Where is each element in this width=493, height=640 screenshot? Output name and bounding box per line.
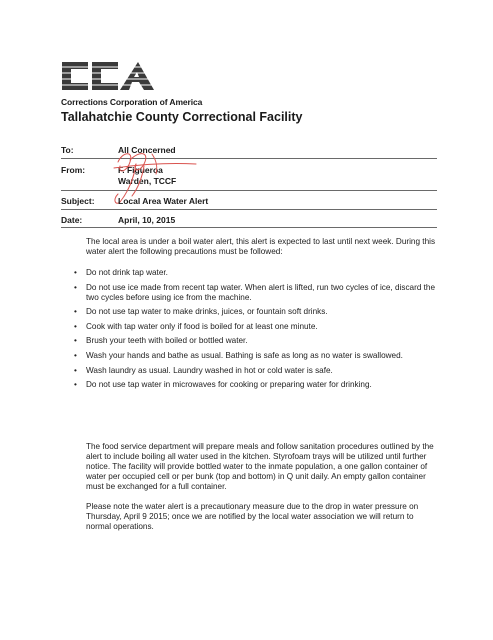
subject-label: Subject: bbox=[61, 196, 95, 206]
divider bbox=[61, 227, 437, 228]
list-item: • Do not use tap water to make drinks, juices, or fountain soft drinks. bbox=[74, 307, 328, 317]
from-label: From: bbox=[61, 165, 86, 175]
subject-value: Local Area Water Alert bbox=[118, 196, 209, 206]
note-text: Please note the water alert is a precautionary measure due to the drop in water pressure on Thursday, April 9 2015; once we are notified by the local water association we will return to normal operations. bbox=[86, 502, 419, 531]
date-label: Date: bbox=[61, 215, 83, 225]
bullet-icon: • bbox=[74, 321, 77, 331]
facility-name: Tallahatchie County Correctional Facility bbox=[61, 110, 303, 124]
list-item: • Do not use tap water in microwaves for cooking or preparing water for drinking. bbox=[74, 380, 372, 390]
bullet-icon: • bbox=[74, 282, 77, 292]
intro-text: The local area is under a boil water alert, this alert is expected to last until next week. During this water alert the following precautions must be followed: bbox=[86, 237, 436, 256]
cca-logo bbox=[60, 58, 156, 94]
from-title: Warden, TCCF bbox=[118, 176, 177, 186]
list-item: • Wash laundry as usual. Laundry washed in hot or cold water is safe. bbox=[74, 365, 333, 375]
bullet-icon: • bbox=[74, 350, 77, 360]
bullet-icon: • bbox=[74, 336, 77, 346]
divider bbox=[61, 209, 437, 210]
bullet-icon: • bbox=[74, 380, 77, 390]
list-item: • Cook with tap water only if food is boiled for at least one minute. bbox=[74, 321, 318, 331]
list-item: • Do not drink tap water. bbox=[74, 268, 168, 277]
note-paragraph bbox=[86, 502, 438, 532]
bullet-icon: • bbox=[74, 268, 77, 277]
to-label: To: bbox=[61, 145, 74, 155]
precautions-list bbox=[74, 268, 444, 395]
list-item: • Wash your hands and bathe as usual. Bathing is safe as long as no water is swallowed. bbox=[74, 350, 403, 360]
list-item: • Do not use ice made from recent tap water. When alert is lifted, run two cycles of ice, discard the two cycles before using ice from the machine. bbox=[74, 282, 436, 302]
list-item: • Brush your teeth with boiled or bottled water. bbox=[74, 336, 248, 346]
to-value: All Concerned bbox=[118, 145, 176, 155]
bullet-icon: • bbox=[74, 307, 77, 317]
bullet-icon: • bbox=[74, 365, 77, 375]
company-name: Corrections Corporation of America bbox=[61, 97, 203, 107]
date-value: April, 10, 2015 bbox=[118, 215, 176, 225]
from-name: F. Figueroa bbox=[118, 165, 163, 175]
intro-paragraph bbox=[86, 237, 438, 257]
food-service-paragraph bbox=[86, 442, 438, 492]
food-service-text: The food service department will prepare meals and follow sanitation procedures outlined by the alert to include boiling all water used in the kitchen. Styrofoam trays will be utilized until further notice. The facility will provide bottled water to the inmate population, a one gallon container of water per occupied cell or per bunk (top and bottom) in Q unit daily. An empty gallon container must be exchanged for a full container. bbox=[86, 442, 434, 491]
